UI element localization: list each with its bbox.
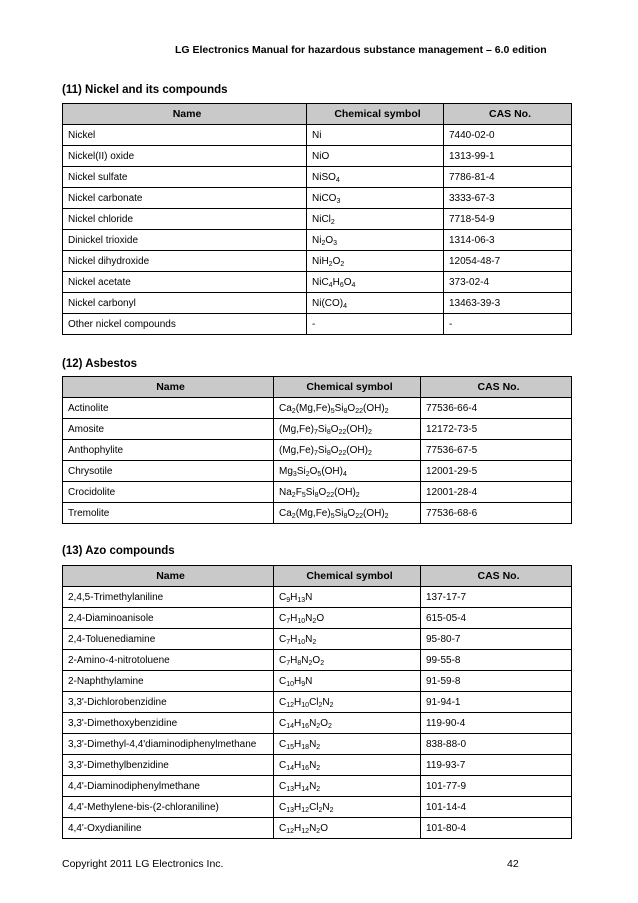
table-row xyxy=(63,125,572,146)
table-header-row xyxy=(63,566,572,587)
cell-cas-no: 77536-68-6 xyxy=(421,503,572,524)
cell-cas-no: 119-93-7 xyxy=(421,755,572,776)
cell-name: 3,3'-Dimethyl-4,4'diaminodiphenylmethane xyxy=(63,734,274,755)
cell-chemical-symbol: $C_{15}H_{18}N_2$ xyxy=(274,734,421,755)
cell-chemical-symbol: $C_7H_{10}N_2O$ xyxy=(274,608,421,629)
cell-cas-no: 101-14-4 xyxy=(421,797,572,818)
cell-chemical-symbol: $Ni_2O_3$ xyxy=(307,230,444,251)
cell-cas-no: 3333-67-3 xyxy=(444,188,572,209)
cell-name: 2,4-Diaminoanisole xyxy=(63,608,274,629)
cell-name: Actinolite xyxy=(63,398,274,419)
footer-copyright: Copyright 2011 LG Electronics Inc. xyxy=(62,858,224,870)
cell-name: Nickel dihydroxide xyxy=(63,251,307,272)
cell-name: Other nickel compounds xyxy=(63,314,307,335)
cell-chemical-symbol: NiCO$_3$ xyxy=(307,188,444,209)
table-row xyxy=(63,188,572,209)
azo-table xyxy=(62,565,572,839)
table-row xyxy=(63,461,572,482)
cell-cas-no: 12001-28-4 xyxy=(421,482,572,503)
cell-name: 3,3'-Dimethylbenzidine xyxy=(63,755,274,776)
cell-name: Nickel carbonyl xyxy=(63,293,307,314)
cell-cas-no: 12054-48-7 xyxy=(444,251,572,272)
table-row xyxy=(63,314,572,335)
cell-cas-no: 12172-73-5 xyxy=(421,419,572,440)
table-row xyxy=(63,251,572,272)
cell-chemical-symbol: NiSO$_4$ xyxy=(307,167,444,188)
cell-name: 4,4'-Diaminodiphenylmethane xyxy=(63,776,274,797)
cell-cas-no: 91-59-8 xyxy=(421,671,572,692)
section-title-azo: (13) Azo compounds xyxy=(62,545,175,557)
table-row xyxy=(63,419,572,440)
cell-chemical-symbol: $C_{14}H_{16}N_2$ xyxy=(274,755,421,776)
cell-name: 2,4-Toluenediamine xyxy=(63,629,274,650)
table-row xyxy=(63,398,572,419)
column-header-chemical-symbol: Chemical symbol xyxy=(274,377,421,398)
table-row xyxy=(63,209,572,230)
cell-name: Nickel xyxy=(63,125,307,146)
table-row xyxy=(63,650,572,671)
cell-name: 4,4'-Oxydianiline xyxy=(63,818,274,839)
cell-name: 3,3'-Dichlorobenzidine xyxy=(63,692,274,713)
table-row xyxy=(63,629,572,650)
asbestos-table xyxy=(62,376,572,524)
cell-name: 4,4'-Methylene-bis-(2-chloraniline) xyxy=(63,797,274,818)
cell-cas-no: 77536-67-5 xyxy=(421,440,572,461)
cell-cas-no: 12001-29-5 xyxy=(421,461,572,482)
table-row xyxy=(63,734,572,755)
table-header-row xyxy=(63,377,572,398)
cell-chemical-symbol: $Ca_2(Mg,Fe)_5Si_8O_{22}(OH)_2$ xyxy=(274,398,421,419)
cell-cas-no: 101-77-9 xyxy=(421,776,572,797)
cell-chemical-symbol: - xyxy=(307,314,444,335)
table-row xyxy=(63,608,572,629)
cell-name: 2-Naphthylamine xyxy=(63,671,274,692)
cell-cas-no: 1314-06-3 xyxy=(444,230,572,251)
cell-chemical-symbol: $C_7H_8N_2O_2$ xyxy=(274,650,421,671)
table-row xyxy=(63,167,572,188)
cell-name: 2,4,5-Trimethylaniline xyxy=(63,587,274,608)
cell-cas-no: 373-02-4 xyxy=(444,272,572,293)
cell-chemical-symbol: $(Mg,Fe)_7Si_8O_{22}(OH)_2$ xyxy=(274,419,421,440)
cell-name: 3,3'-Dimethoxybenzidine xyxy=(63,713,274,734)
cell-cas-no: 95-80-7 xyxy=(421,629,572,650)
cell-cas-no: 7718-54-9 xyxy=(444,209,572,230)
cell-chemical-symbol: $C_{13}H_{12}Cl_2N_2$ xyxy=(274,797,421,818)
cell-name: Amosite xyxy=(63,419,274,440)
cell-chemical-symbol: $Ni(CO)_4$ xyxy=(307,293,444,314)
cell-chemical-symbol: $Ca_2(Mg,Fe)_5Si_8O_{22}(OH)_2$ xyxy=(274,503,421,524)
cell-cas-no: 119-90-4 xyxy=(421,713,572,734)
cell-cas-no: 838-88-0 xyxy=(421,734,572,755)
cell-chemical-symbol: $Mg_3Si_2O_5(OH)_4$ xyxy=(274,461,421,482)
cell-name: Nickel chloride xyxy=(63,209,307,230)
cell-name: Tremolite xyxy=(63,503,274,524)
page-header: LG Electronics Manual for hazardous substance management – 6.0 edition xyxy=(175,44,547,56)
cell-chemical-symbol: $C_{13}H_{14}N_2$ xyxy=(274,776,421,797)
cell-chemical-symbol: $(Mg,Fe)_7Si_8O_{22}(OH)_2$ xyxy=(274,440,421,461)
column-header-name: Name xyxy=(63,377,274,398)
column-header-chemical-symbol: Chemical symbol xyxy=(274,566,421,587)
cell-name: Anthophylite xyxy=(63,440,274,461)
cell-cas-no: 7440-02-0 xyxy=(444,125,572,146)
cell-cas-no: 101-80-4 xyxy=(421,818,572,839)
section-title-nickel: (11) Nickel and its compounds xyxy=(62,84,228,96)
cell-cas-no: 13463-39-3 xyxy=(444,293,572,314)
cell-cas-no: 99-55-8 xyxy=(421,650,572,671)
cell-chemical-symbol: $C_{12}H_{10}Cl_2N_2$ xyxy=(274,692,421,713)
cell-name: Chrysotile xyxy=(63,461,274,482)
cell-chemical-symbol: $C_{12}H_{12}N_2O$ xyxy=(274,818,421,839)
cell-chemical-symbol: Ni xyxy=(307,125,444,146)
cell-chemical-symbol: $Na_2F_5Si_8O_{22}(OH)_2$ xyxy=(274,482,421,503)
table-row xyxy=(63,146,572,167)
table-row xyxy=(63,272,572,293)
cell-chemical-symbol: $C_{14}H_{16}N_2O_2$ xyxy=(274,713,421,734)
column-header-name: Name xyxy=(63,566,274,587)
table-row xyxy=(63,293,572,314)
table-row xyxy=(63,440,572,461)
column-header-cas-no: CAS No. xyxy=(444,104,572,125)
cell-cas-no: 1313-99-1 xyxy=(444,146,572,167)
table-row xyxy=(63,482,572,503)
cell-chemical-symbol: NiCl$_2$ xyxy=(307,209,444,230)
table-row xyxy=(63,755,572,776)
cell-name: 2-Amino-4-nitrotoluene xyxy=(63,650,274,671)
footer-page-number: 42 xyxy=(507,858,519,870)
column-header-cas-no: CAS No. xyxy=(421,377,572,398)
cell-name: Dinickel trioxide xyxy=(63,230,307,251)
section-title-asbestos: (12) Asbestos xyxy=(62,358,137,370)
table-row xyxy=(63,503,572,524)
cell-cas-no: 137-17-7 xyxy=(421,587,572,608)
table-row xyxy=(63,671,572,692)
table-row xyxy=(63,818,572,839)
table-row xyxy=(63,797,572,818)
cell-cas-no: 7786-81-4 xyxy=(444,167,572,188)
cell-cas-no: - xyxy=(444,314,572,335)
table-header-row xyxy=(63,104,572,125)
table-row xyxy=(63,230,572,251)
table-row xyxy=(63,776,572,797)
column-header-cas-no: CAS No. xyxy=(421,566,572,587)
cell-chemical-symbol: $NiC_4H_6O_4$ xyxy=(307,272,444,293)
cell-chemical-symbol: $C_{10}H_9N$ xyxy=(274,671,421,692)
cell-chemical-symbol: $C_9H_{13}N$ xyxy=(274,587,421,608)
cell-chemical-symbol: NiO xyxy=(307,146,444,167)
table-row xyxy=(63,692,572,713)
cell-cas-no: 615-05-4 xyxy=(421,608,572,629)
table-row xyxy=(63,713,572,734)
cell-chemical-symbol: $C_7H_{10}N_2$ xyxy=(274,629,421,650)
nickel-table xyxy=(62,103,572,335)
table-row xyxy=(63,587,572,608)
cell-cas-no: 91-94-1 xyxy=(421,692,572,713)
column-header-name: Name xyxy=(63,104,307,125)
cell-chemical-symbol: $NiH_2O_2$ xyxy=(307,251,444,272)
cell-name: Nickel carbonate xyxy=(63,188,307,209)
cell-name: Nickel sulfate xyxy=(63,167,307,188)
cell-name: Crocidolite xyxy=(63,482,274,503)
cell-name: Nickel acetate xyxy=(63,272,307,293)
column-header-chemical-symbol: Chemical symbol xyxy=(307,104,444,125)
cell-cas-no: 77536-66-4 xyxy=(421,398,572,419)
cell-name: Nickel(II) oxide xyxy=(63,146,307,167)
